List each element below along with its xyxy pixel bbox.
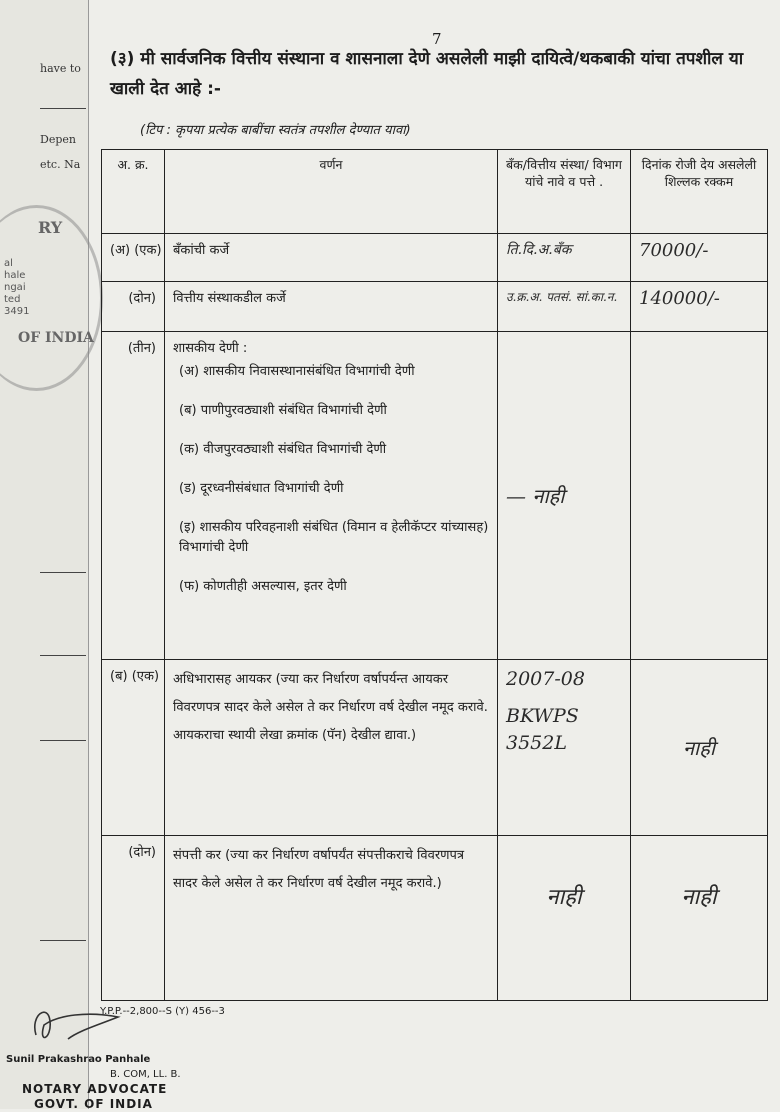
table-row [102, 660, 768, 836]
row-bank: उ.क्र.अ. पतसं. सां.का.न. [498, 282, 631, 332]
row-description-group [165, 332, 498, 660]
row-balance: नाही [631, 836, 768, 1001]
header-serial: अ. क्र. [102, 150, 165, 234]
row-bank: — नाही [498, 332, 631, 660]
section-heading: (३) मी सार्वजनिक वित्तीय संस्थाना व शासनाला देणे असलेली माझी दायित्वे/थकबाकी यांचा तपशील या खाली देत आहे :- [110, 49, 744, 99]
header-bank: बँक/वित्तीय संस्था/ विभाग यांचे नावे व पत्ते . [498, 150, 631, 234]
stamp-degree: B. COM, LL. B. [110, 1069, 181, 1080]
stamp-name: Sunil Prakashrao Panhale [6, 1054, 151, 1065]
strip-text-etc: etc. Na [40, 158, 81, 171]
seal-text-ry: RY [38, 218, 63, 237]
row-description: बँकांची कर्जे [165, 234, 498, 282]
sub-item: (इ) शासकीय परिवहनाशी संबंधित (विमान व हेलीकॅप्टर यांच्यासह) विभागांची देणी [179, 520, 489, 555]
sub-item: (क) वीजपुरवठ्याशी संबंधित विभागांची देणी [179, 442, 387, 457]
header-balance: दिनांक रोजी देय असलेली शिल्लक रक्कम [631, 150, 768, 234]
seal-text-india: OF INDIA [18, 330, 94, 346]
stamp-govt: GOVT. OF INDIA [34, 1097, 153, 1111]
sub-item: (ब) पाणीपुरवठ्याशी संबंधित विभागांची देणी [179, 403, 387, 418]
row-balance: 70000/- [631, 234, 768, 282]
form-code: Y.P.P.--2,800--S (Y) 456--3 [100, 1006, 225, 1017]
page-number: 7 [432, 30, 442, 48]
row-bank: नाही [498, 836, 631, 1001]
notary-stamp [0, 1052, 181, 1112]
row-serial: (दोन) [102, 836, 165, 1001]
sub-item: (ड) दूरध्वनीसंबंधात विभागांची देणी [179, 481, 344, 496]
header-description: वर्णन [165, 150, 498, 234]
row-serial: (अ) (एक) [102, 234, 165, 282]
row-serial: (तीन) [102, 332, 165, 660]
signature-mark [28, 995, 138, 1050]
liabilities-table [101, 149, 768, 1001]
row-description: वित्तीय संस्थाकडील कर्जे [165, 282, 498, 332]
seal-inner-text: al hale ngai ted 3491 [4, 258, 30, 317]
table-header-row [102, 150, 768, 234]
row-serial: (दोन) [102, 282, 165, 332]
table-row [102, 234, 768, 282]
strip-line [40, 940, 86, 941]
table-row [102, 836, 768, 1001]
table-row [102, 332, 768, 660]
sub-item: (फ) कोणतीही असल्यास, इतर देणी [179, 579, 347, 594]
sub-items [173, 356, 489, 597]
row-description: अधिभारासह आयकर (ज्या कर निर्धारण वर्षापर्यन्त आयकर विवरणपत्र सादर केले असेल ते कर निर्धारण वर्ष देखील नमूद करावे. आयकराचा स्थायी लेखा क्रमांक (पॅन) देखील द्यावा.) [165, 660, 498, 836]
instruction-note: (टिप : कृपया प्रत्येक बाबींचा स्वतंत्र तपशील देण्यात यावा) [140, 123, 411, 138]
sub-item: (अ) शासकीय निवासस्थानासंबंधित विभागांची देणी [179, 364, 415, 379]
row-description: संपत्ती कर (ज्या कर निर्धारण वर्षापर्यंत संपत्तीकराचे विवरणपत्र सादर केले असेल ते कर निर्धारण वर्ष देखील नमूद करावे.) [165, 836, 498, 1001]
strip-line [40, 740, 86, 741]
row-balance: 140000/- [631, 282, 768, 332]
row-description: शासकीय देणी : [173, 341, 248, 356]
strip-line [40, 572, 86, 573]
strip-text-have-to: have to [40, 62, 81, 75]
row-balance: नाही [631, 660, 768, 836]
row-bank: ति.दि.अ.बँक [498, 234, 631, 282]
row-bank-line: 2007-08 [506, 668, 585, 690]
row-balance [631, 332, 768, 660]
row-bank-group [498, 660, 631, 836]
row-bank-line: 3552L [506, 732, 567, 754]
strip-line [40, 655, 86, 656]
row-serial: (ब) (एक) [102, 660, 165, 836]
row-bank-line: BKWPS [506, 705, 579, 727]
table-row [102, 282, 768, 332]
stamp-title: NOTARY ADVOCATE [22, 1082, 168, 1096]
strip-text-dependent: Depen [40, 133, 76, 146]
strip-line [40, 108, 86, 109]
